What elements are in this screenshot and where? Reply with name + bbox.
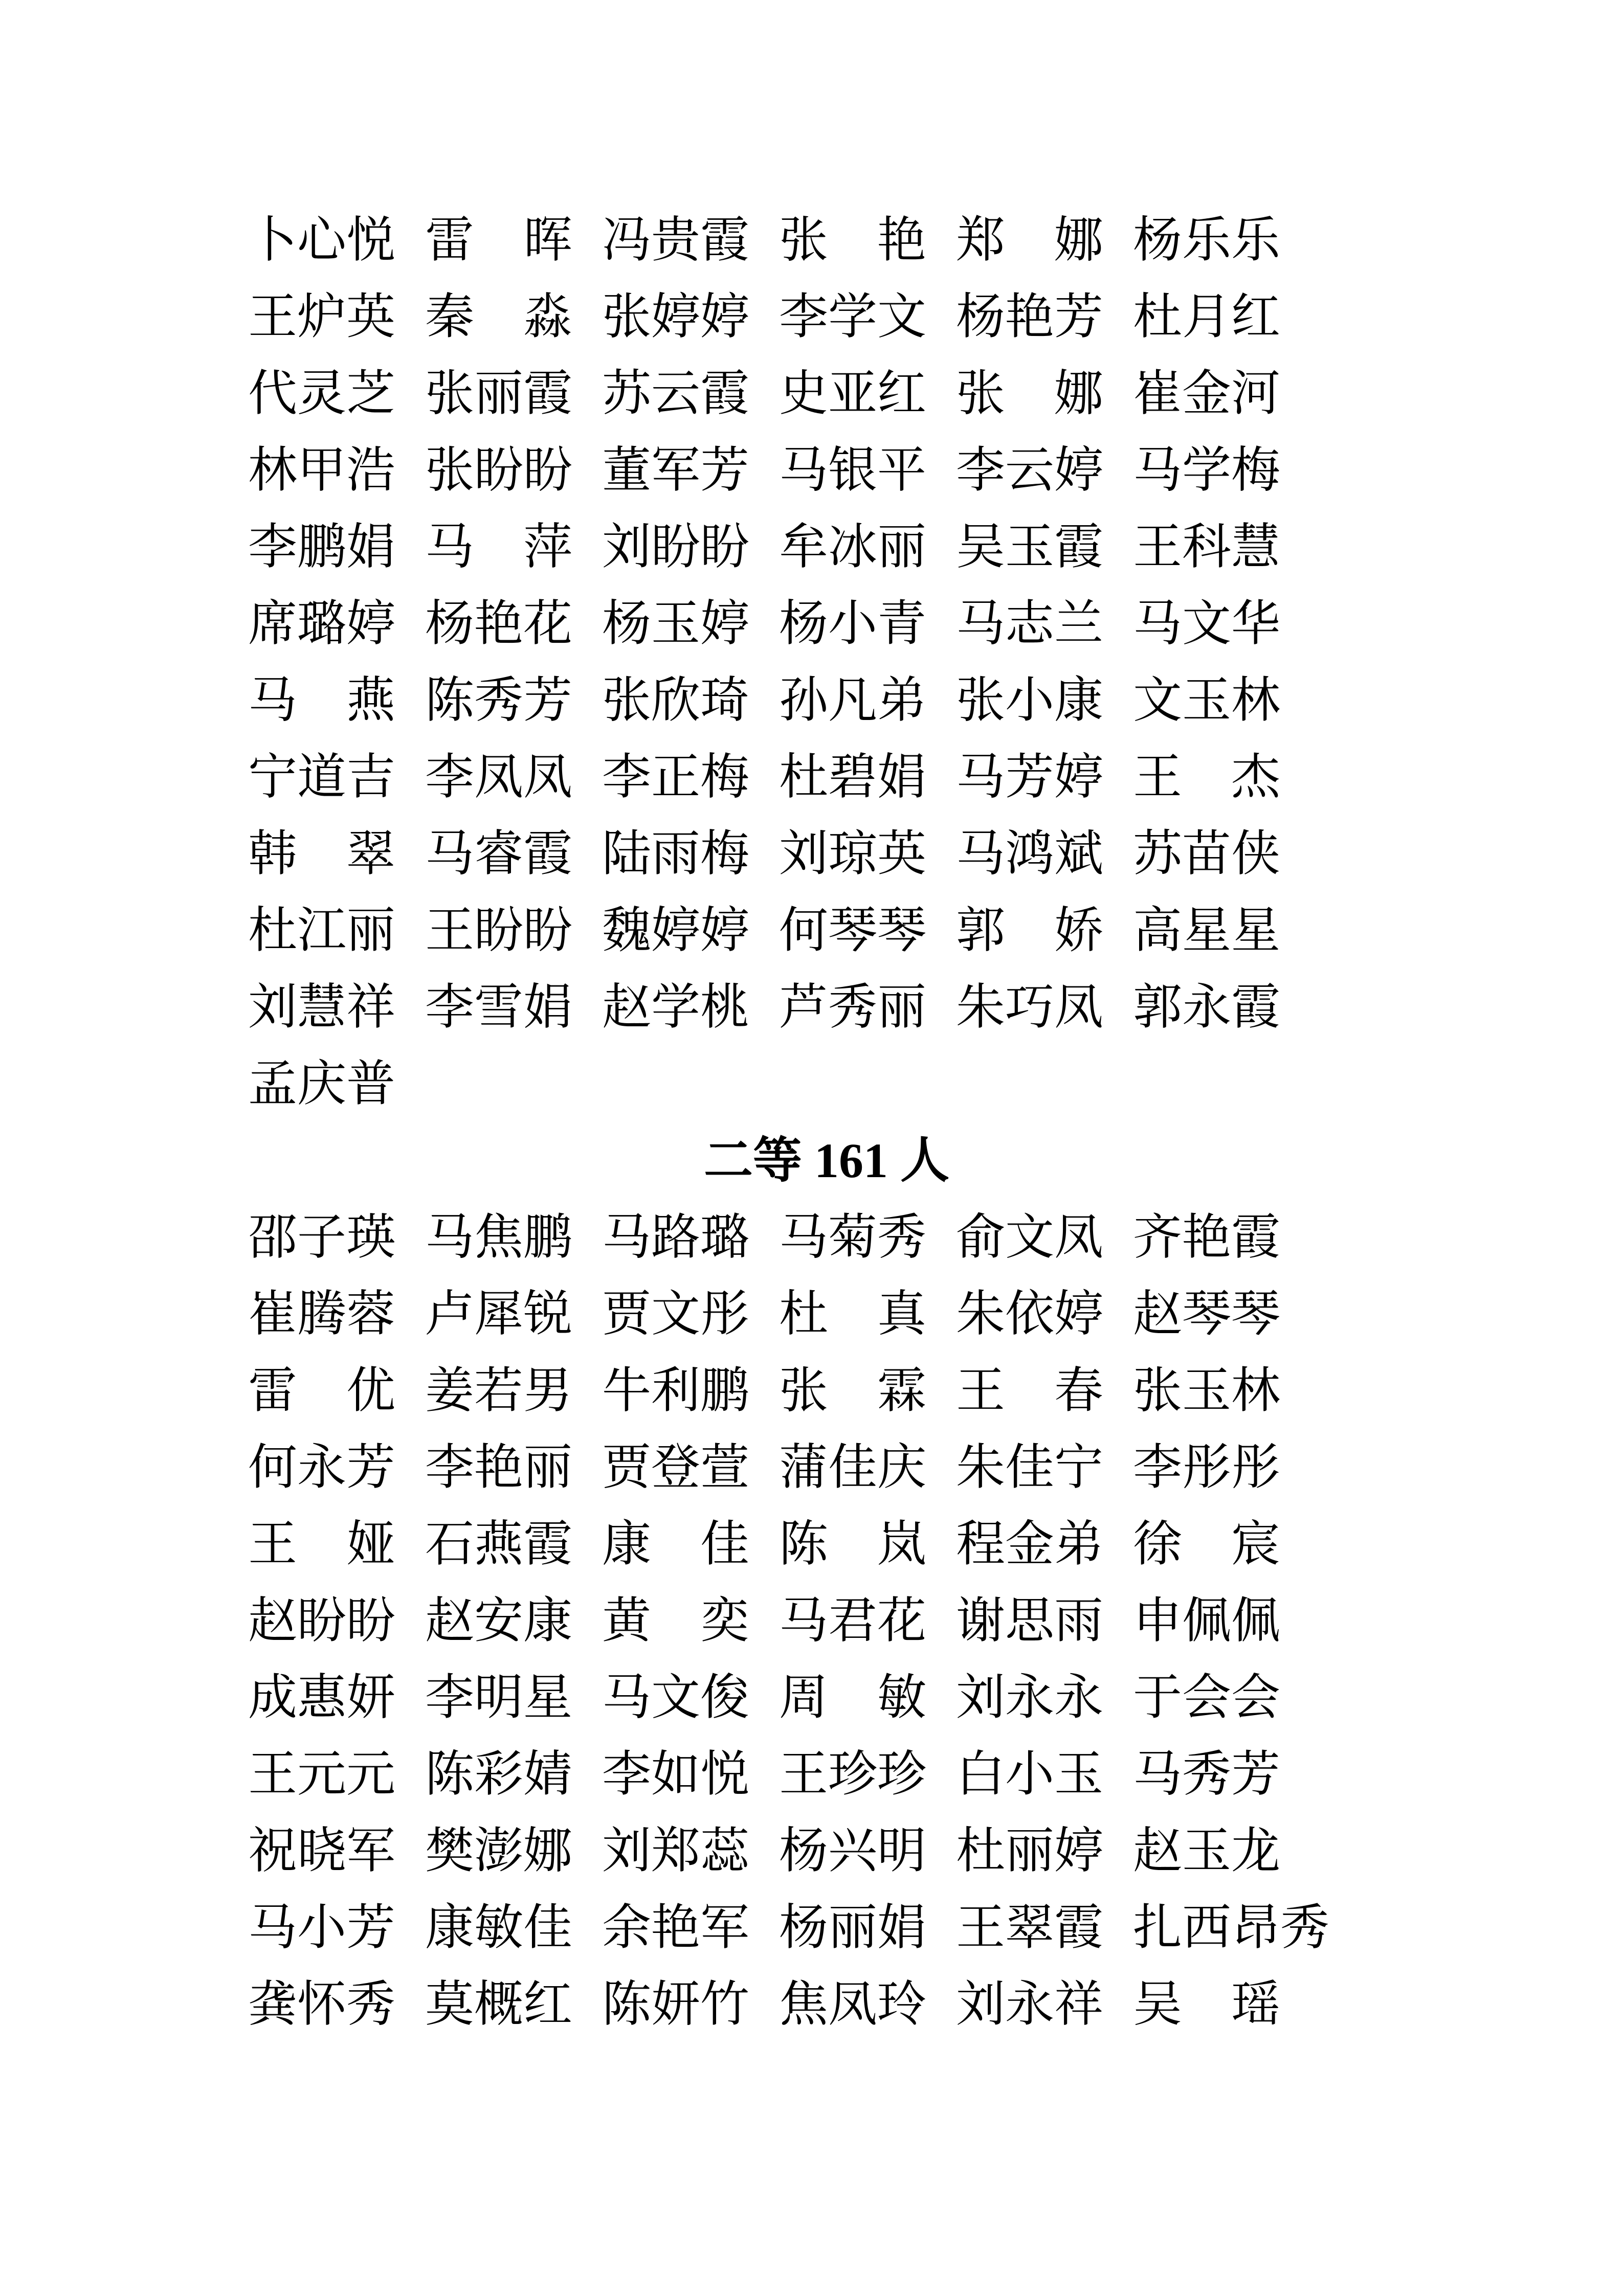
name-cell: 卢犀锐 [425, 1287, 572, 1341]
name-list-content [248, 202, 1405, 2043]
name-cell: 刘永祥 [956, 1977, 1103, 2032]
section-second-grade-names [248, 1199, 1405, 2043]
name-cell: 祝晓军 [248, 1824, 395, 1878]
name-row [248, 739, 1405, 816]
name-cell: 杜丽婷 [956, 1824, 1103, 1878]
name-cell: 刘盼盼 [602, 520, 749, 574]
name-cell: 王翠霞 [956, 1900, 1103, 1955]
name-cell: 牛利鹏 [602, 1363, 749, 1418]
name-cell: 杜月红 [1133, 289, 1280, 344]
name-cell: 何永芳 [248, 1440, 395, 1495]
name-cell: 马秀芳 [1133, 1747, 1280, 1802]
name-row [248, 355, 1405, 432]
name-row [248, 1429, 1405, 1506]
name-cell: 白小玉 [956, 1747, 1103, 1802]
name-cell: 张 娜 [956, 366, 1103, 421]
name-cell: 俞文凤 [956, 1210, 1103, 1265]
name-cell: 贾文彤 [602, 1287, 749, 1341]
name-row [248, 816, 1405, 892]
name-cell: 杨小青 [779, 596, 926, 651]
name-row [248, 1046, 1405, 1122]
name-row [248, 1506, 1405, 1583]
name-cell: 李云婷 [956, 443, 1103, 498]
name-row [248, 1813, 1405, 1889]
name-cell: 史亚红 [779, 366, 926, 421]
name-cell: 刘琼英 [779, 826, 926, 881]
name-cell: 郑 娜 [956, 213, 1103, 267]
name-row [248, 1659, 1405, 1736]
name-cell: 马菊秀 [779, 1210, 926, 1265]
name-cell: 陈 岚 [779, 1517, 926, 1571]
name-cell: 刘慧祥 [248, 980, 395, 1034]
name-cell: 雷 优 [248, 1363, 395, 1418]
name-cell: 郭 娇 [956, 903, 1103, 958]
name-cell: 邵子瑛 [248, 1210, 395, 1265]
name-cell: 张 艳 [779, 213, 926, 267]
name-cell: 李明星 [425, 1670, 572, 1725]
name-cell: 周 敏 [779, 1670, 926, 1725]
name-cell: 齐艳霞 [1133, 1210, 1280, 1265]
name-row [248, 202, 1405, 279]
name-cell: 王珍珍 [779, 1747, 926, 1802]
name-cell: 李艳丽 [425, 1440, 572, 1495]
name-cell: 董军芳 [602, 443, 749, 498]
name-cell: 石燕霞 [425, 1517, 572, 1571]
name-row [248, 1583, 1405, 1659]
name-cell: 郭永霞 [1133, 980, 1280, 1034]
name-cell: 姜若男 [425, 1363, 572, 1418]
name-cell: 林甲浩 [248, 443, 395, 498]
name-cell: 余艳军 [602, 1900, 749, 1955]
name-cell: 苏苗侠 [1133, 826, 1280, 881]
name-row [248, 1889, 1405, 1966]
name-cell: 李正梅 [602, 750, 749, 804]
name-cell: 程金弟 [956, 1517, 1103, 1571]
name-cell: 杜碧娟 [779, 750, 926, 804]
name-cell: 杨玉婷 [602, 596, 749, 651]
name-row [248, 969, 1405, 1046]
name-cell: 马芳婷 [956, 750, 1103, 804]
name-cell: 杨兴明 [779, 1824, 926, 1878]
name-cell: 马睿霞 [425, 826, 572, 881]
name-cell: 李学文 [779, 289, 926, 344]
name-cell: 赵玉龙 [1133, 1824, 1280, 1878]
name-cell: 何琴琴 [779, 903, 926, 958]
name-cell: 刘郑蕊 [602, 1824, 749, 1878]
name-row [248, 1353, 1405, 1429]
name-cell: 杨艳芳 [956, 289, 1103, 344]
name-cell: 杨艳花 [425, 596, 572, 651]
section-heading-second-grade: 二等 161 人 [704, 1133, 949, 1188]
name-cell: 马文俊 [602, 1670, 749, 1725]
name-cell: 文玉林 [1133, 673, 1280, 728]
name-row [248, 1966, 1405, 2043]
name-cell: 杜 真 [779, 1287, 926, 1341]
name-cell: 王盼盼 [425, 903, 572, 958]
name-cell: 芦秀丽 [779, 980, 926, 1034]
name-row [248, 1199, 1405, 1276]
name-cell: 崔金河 [1133, 366, 1280, 421]
name-cell: 陈妍竹 [602, 1977, 749, 2032]
name-cell: 马焦鹏 [425, 1210, 572, 1265]
name-cell: 张婷婷 [602, 289, 749, 344]
name-cell: 马 萍 [425, 520, 572, 574]
name-cell: 崔腾蓉 [248, 1287, 395, 1341]
name-cell: 赵盼盼 [248, 1593, 395, 1648]
name-cell: 高星星 [1133, 903, 1280, 958]
name-cell: 马鸿斌 [956, 826, 1103, 881]
name-cell: 李彤彤 [1133, 1440, 1280, 1495]
name-cell: 朱佳宁 [956, 1440, 1103, 1495]
name-cell: 杜江丽 [248, 903, 395, 958]
name-row [248, 509, 1405, 586]
name-cell: 马银平 [779, 443, 926, 498]
name-cell: 李如悦 [602, 1747, 749, 1802]
name-cell: 代灵芝 [248, 366, 395, 421]
name-cell: 申佩佩 [1133, 1593, 1280, 1648]
name-cell: 杨乐乐 [1133, 213, 1280, 267]
name-cell: 张盼盼 [425, 443, 572, 498]
name-cell: 康敏佳 [425, 1900, 572, 1955]
name-cell: 李凤凤 [425, 750, 572, 804]
name-cell: 马学梅 [1133, 443, 1280, 498]
name-cell: 李雪娟 [425, 980, 572, 1034]
name-cell: 于会会 [1133, 1670, 1280, 1725]
name-cell: 王 春 [956, 1363, 1103, 1418]
section-first-grade-names [248, 202, 1405, 1122]
name-row [248, 1736, 1405, 1813]
name-cell: 马路璐 [602, 1210, 749, 1265]
name-cell: 陈彩婧 [425, 1747, 572, 1802]
name-cell: 刘永永 [956, 1670, 1103, 1725]
name-cell: 冯贵霞 [602, 213, 749, 267]
name-row [248, 279, 1405, 355]
name-cell: 雷 晖 [425, 213, 572, 267]
name-cell: 焦凤玲 [779, 1977, 926, 2032]
name-cell: 陆雨梅 [602, 826, 749, 881]
name-cell: 卜心悦 [248, 213, 395, 267]
name-cell: 赵安康 [425, 1593, 572, 1648]
name-cell: 张 霖 [779, 1363, 926, 1418]
name-cell: 王科慧 [1133, 520, 1280, 574]
name-cell: 牟冰丽 [779, 520, 926, 574]
name-cell: 马志兰 [956, 596, 1103, 651]
name-cell: 朱巧凤 [956, 980, 1103, 1034]
name-cell: 马文华 [1133, 596, 1280, 651]
name-cell: 蒲佳庆 [779, 1440, 926, 1495]
name-cell: 王元元 [248, 1747, 395, 1802]
name-cell: 陈秀芳 [425, 673, 572, 728]
name-cell: 王炉英 [248, 289, 395, 344]
name-cell: 徐 宸 [1133, 1517, 1280, 1571]
name-cell: 扎西昂秀 [1133, 1900, 1329, 1955]
name-cell: 马 燕 [248, 673, 395, 728]
name-cell: 席璐婷 [248, 596, 395, 651]
name-cell: 黄 奕 [602, 1593, 749, 1648]
name-cell: 谢思雨 [956, 1593, 1103, 1648]
name-cell: 康 佳 [602, 1517, 749, 1571]
name-cell: 张欣琦 [602, 673, 749, 728]
name-cell: 杨丽娟 [779, 1900, 926, 1955]
name-cell: 赵琴琴 [1133, 1287, 1280, 1341]
name-cell: 韩 翠 [248, 826, 395, 881]
name-cell: 秦 淼 [425, 289, 572, 344]
name-cell: 贾登萱 [602, 1440, 749, 1495]
name-cell: 王 杰 [1133, 750, 1280, 804]
name-cell: 孙凡弟 [779, 673, 926, 728]
name-cell: 马君花 [779, 1593, 926, 1648]
name-cell: 宁道吉 [248, 750, 395, 804]
name-cell: 龚怀秀 [248, 1977, 395, 2032]
name-cell: 樊澎娜 [425, 1824, 572, 1878]
name-cell: 马小芳 [248, 1900, 395, 1955]
name-cell: 赵学桃 [602, 980, 749, 1034]
name-cell: 张小康 [956, 673, 1103, 728]
name-cell: 苏云霞 [602, 366, 749, 421]
name-cell: 张丽霞 [425, 366, 572, 421]
name-cell: 吴玉霞 [956, 520, 1103, 574]
name-row [248, 586, 1405, 662]
name-row [248, 1276, 1405, 1353]
name-cell: 张玉林 [1133, 1363, 1280, 1418]
name-cell: 王 娅 [248, 1517, 395, 1571]
name-cell: 魏婷婷 [602, 903, 749, 958]
name-cell: 李鹏娟 [248, 520, 395, 574]
name-cell: 莫概红 [425, 1977, 572, 2032]
name-row [248, 662, 1405, 739]
name-cell: 吴 瑶 [1133, 1977, 1280, 2032]
name-row [248, 892, 1405, 969]
name-cell: 孟庆普 [248, 1056, 395, 1111]
name-row [248, 432, 1405, 509]
name-cell: 成惠妍 [248, 1670, 395, 1725]
name-cell: 朱依婷 [956, 1287, 1103, 1341]
